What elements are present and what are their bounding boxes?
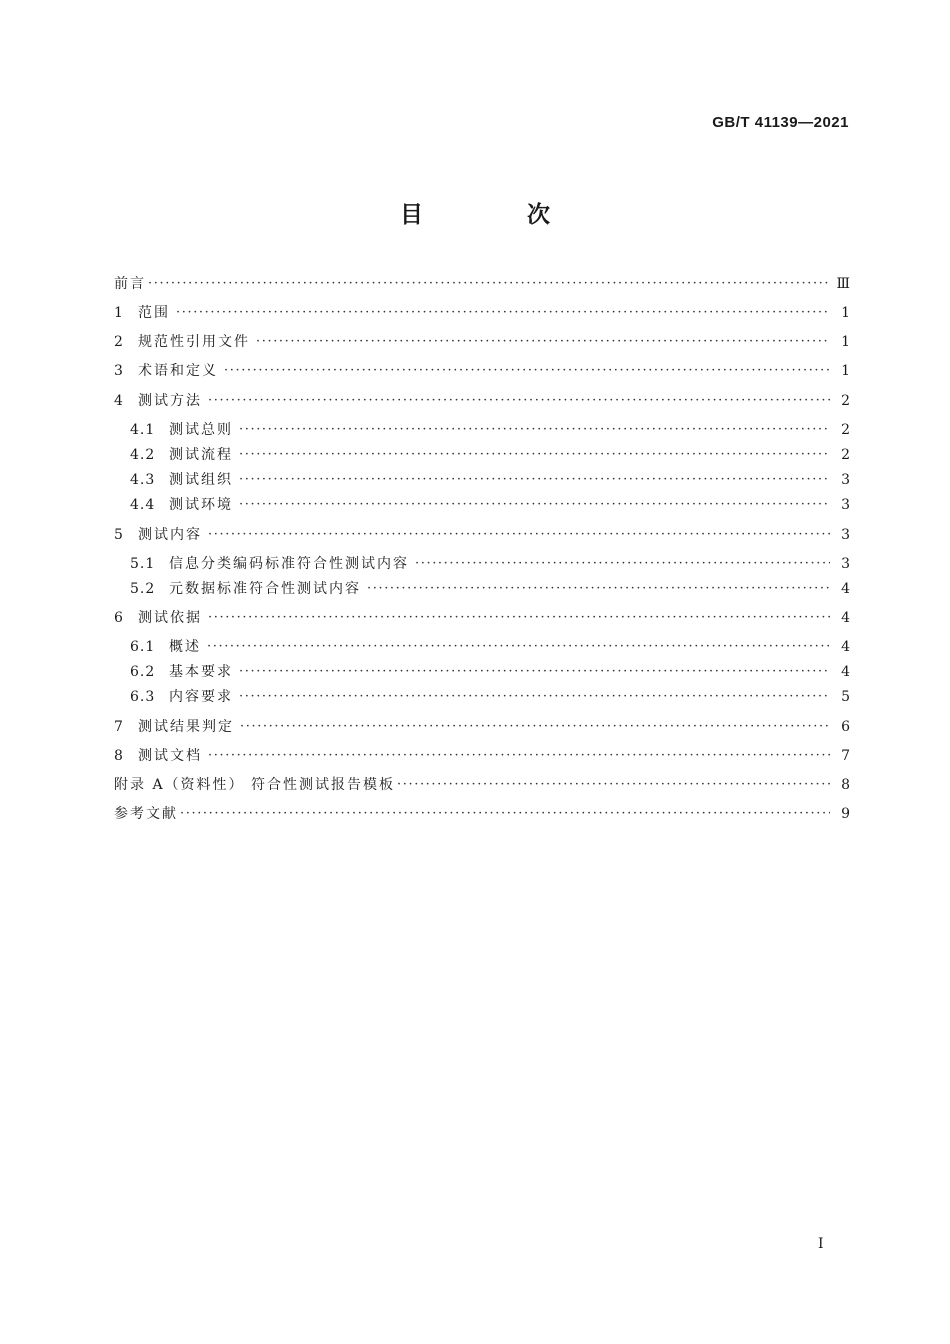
toc-entry-6-3[interactable] (114, 686, 850, 708)
toc-entry-number: 5.1 (130, 556, 156, 572)
toc-leader-dots (208, 745, 830, 767)
toc-leader-dots (208, 390, 830, 412)
toc-entry-page: 7 (841, 748, 850, 764)
toc-leader-dots (240, 716, 830, 738)
toc-entry-number: 6.2 (130, 664, 156, 680)
toc-entry-label: 术语和定义 (138, 363, 218, 379)
toc-entry-4-1[interactable] (114, 419, 850, 441)
toc-entry-number: 6 (114, 610, 124, 626)
toc-leader-dots (239, 444, 830, 466)
toc-entry-page: 2 (841, 447, 850, 463)
toc-leader-dots (239, 469, 830, 491)
toc-entry-page: 4 (841, 581, 850, 597)
toc-entry-page: 8 (841, 777, 850, 793)
toc-entry-label: 前言 (114, 276, 146, 292)
toc-entry-appendix-a[interactable] (114, 774, 850, 796)
toc-entry-page: 5 (841, 689, 850, 705)
toc-entry-page: 2 (841, 422, 850, 438)
toc-entry-page: 1 (841, 305, 850, 321)
toc-entry-label: 测试流程 (169, 447, 233, 463)
toc-entry-normative-references[interactable] (114, 331, 850, 353)
toc-entry-label: 基本要求 (169, 664, 233, 680)
toc-entry-number: 4.4 (130, 497, 156, 513)
toc-entry-label: 参考文献 (114, 806, 178, 822)
toc-entry-label: 概述 (169, 639, 201, 655)
toc-entry-number: 3 (114, 363, 124, 379)
toc-entry-label: 测试内容 (138, 527, 202, 543)
toc-entry-4-3[interactable] (114, 469, 850, 491)
standard-number: GB/T 41139—2021 (712, 114, 849, 131)
toc-entry-5-1[interactable] (114, 553, 850, 575)
toc-entry-page: 9 (841, 806, 850, 822)
toc-entry-page: 3 (841, 472, 850, 488)
toc-entry-page: 3 (841, 556, 850, 572)
toc-entry-terms-definitions[interactable] (114, 360, 850, 382)
toc-entry-6-2[interactable] (114, 661, 850, 683)
toc-leader-dots (176, 302, 830, 324)
toc-entry-label: 规范性引用文件 (138, 334, 250, 350)
toc-entry-number: 5.2 (130, 581, 156, 597)
toc-entry-label: 内容要求 (169, 689, 233, 705)
toc-entry-page: 3 (841, 527, 850, 543)
toc-entry-number: 1 (114, 305, 124, 321)
toc-leader-dots (207, 636, 830, 658)
toc-entry-label: 测试依据 (138, 610, 202, 626)
toc-entry-number: 6.1 (130, 639, 156, 655)
toc-entry-label: 元数据标准符合性测试内容 (169, 581, 361, 597)
toc-entry-label: 测试结果判定 (138, 719, 234, 735)
toc-leader-dots (239, 661, 830, 683)
toc-entry-page: 4 (841, 639, 850, 655)
toc-entry-page: 1 (841, 363, 850, 379)
toc-entry-5-2[interactable] (114, 578, 850, 600)
toc-leader-dots (367, 578, 830, 600)
toc-leader-dots (415, 553, 830, 575)
toc-entry-test-documents[interactable] (114, 745, 850, 767)
toc-entry-number: 7 (114, 719, 124, 735)
toc-leader-dots (239, 686, 830, 708)
toc-entry-number: 4 (114, 393, 124, 409)
toc-entry-label: 测试环境 (169, 497, 233, 513)
toc-entry-4-4[interactable] (114, 494, 850, 516)
toc-entry-label: 范围 (138, 305, 170, 321)
toc-entry-scope[interactable] (114, 302, 850, 324)
page-number: I (818, 1236, 824, 1252)
toc-entry-number: 4.3 (130, 472, 156, 488)
toc-leader-dots (180, 803, 830, 825)
toc-entry-number: 2 (114, 334, 124, 350)
toc-entry-page: 4 (841, 610, 850, 626)
toc-leader-dots (208, 607, 830, 629)
toc-entry-label: 测试方法 (138, 393, 202, 409)
toc-entry-label: 测试组织 (169, 472, 233, 488)
toc-entry-page: 6 (841, 719, 850, 735)
toc-entry-page: 2 (841, 393, 850, 409)
toc-entry-number: 5 (114, 527, 124, 543)
toc-entry-test-methods[interactable] (114, 390, 850, 412)
page-title: 目 次 (399, 202, 598, 228)
toc-entry-bibliography[interactable] (114, 803, 850, 825)
toc-entry-test-basis[interactable] (114, 607, 850, 629)
toc-entry-page: 4 (841, 664, 850, 680)
toc-leader-dots (148, 273, 830, 295)
toc-leader-dots (239, 419, 830, 441)
toc-entry-4-2[interactable] (114, 444, 850, 466)
toc-entry-number: 8 (114, 748, 124, 764)
toc-leader-dots (397, 774, 830, 796)
toc-leader-dots (239, 494, 830, 516)
toc-leader-dots (208, 524, 830, 546)
toc-entry-preface[interactable] (114, 273, 850, 295)
toc-entry-number: 6.3 (130, 689, 156, 705)
toc-entry-result-judgment[interactable] (114, 716, 850, 738)
toc-entry-page: 1 (841, 334, 850, 350)
toc-entry-label: 附录 A（资料性） 符合性测试报告模板 (114, 777, 396, 793)
toc-entry-label: 信息分类编码标准符合性测试内容 (169, 556, 409, 572)
toc-entry-number: 4.1 (130, 422, 156, 438)
toc-entry-test-content[interactable] (114, 524, 850, 546)
toc-leader-dots (256, 331, 830, 353)
toc-entry-page: 3 (841, 497, 850, 513)
toc-entry-6-1[interactable] (114, 636, 850, 658)
toc-entry-page: Ⅲ (836, 276, 850, 292)
toc-entry-label: 测试文档 (138, 748, 202, 764)
toc-entry-number: 4.2 (130, 447, 156, 463)
toc-entry-label: 测试总则 (169, 422, 233, 438)
toc-leader-dots (224, 360, 830, 382)
